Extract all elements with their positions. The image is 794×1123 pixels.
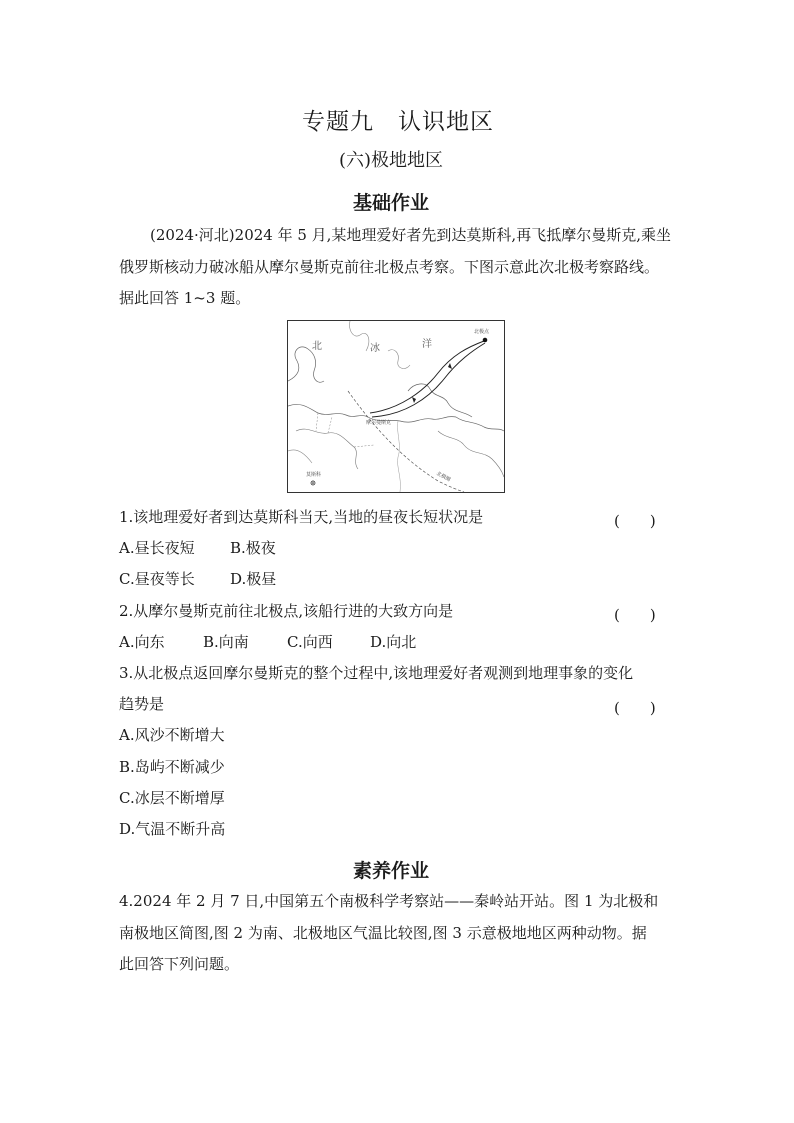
page-subtitle: (六)极地地区 bbox=[339, 150, 444, 171]
q3-option-b: B.岛屿不断减少 bbox=[119, 758, 225, 776]
intro-line-1: (2024·河北)2024 年 5 月,某地理爱好者先到达莫斯科,再飞抵摩尔曼斯克,乘坐 bbox=[150, 226, 671, 244]
q4-line-1: 4.2024 年 2 月 7 日,中国第五个南极科学考察站——秦岭站开站。图 1 为北极和 bbox=[119, 892, 659, 910]
q3-answer-paren: ( ) bbox=[614, 699, 656, 717]
q2-option-b: B.向南 bbox=[203, 633, 249, 651]
q4-line-2: 南极地区简图,图 2 为南、北极地区气温比较图,图 3 示意极地地区两种动物。据 bbox=[119, 924, 647, 942]
map-label-moscow: 莫斯科 bbox=[306, 472, 322, 478]
section-basic-heading: 基础作业 bbox=[353, 192, 430, 214]
q3-option-a: A.风沙不断增大 bbox=[119, 726, 225, 744]
section-quality-heading: 素养作业 bbox=[353, 860, 430, 882]
q1-answer-paren: ( ) bbox=[614, 512, 656, 530]
q1-stem: 1.该地理爱好者到达莫斯科当天,当地的昼夜长短状况是 bbox=[119, 508, 484, 526]
intro-line-2: 俄罗斯核动力破冰船从摩尔曼斯克前往北极点考察。下图示意此次北极考察路线。 bbox=[119, 258, 660, 276]
q3-stem-line-1: 3.从北极点返回摩尔曼斯克的整个过程中,该地理爱好者观测到地理事象的变化 bbox=[119, 664, 634, 682]
map-label-ocean-2: 冰 bbox=[370, 343, 380, 354]
map-label-ocean-3: 洋 bbox=[422, 339, 432, 350]
map-label-ocean-1: 北 bbox=[312, 341, 322, 352]
q4-line-3: 此回答下列问题。 bbox=[119, 955, 240, 973]
map-label-murmansk: 摩尔曼斯克 bbox=[366, 420, 392, 426]
q2-answer-paren: ( ) bbox=[614, 606, 656, 624]
q3-option-c: C.冰层不断增厚 bbox=[119, 789, 225, 807]
q3-stem-line-2: 趋势是 bbox=[119, 695, 165, 713]
q1-option-c: C.昼夜等长 bbox=[119, 570, 195, 588]
q2-option-c: C.向西 bbox=[287, 633, 333, 651]
q2-option-d: D.向北 bbox=[370, 633, 417, 651]
map-label-arctic-circle: 北极圈 bbox=[435, 470, 452, 484]
q3-option-d: D.气温不断升高 bbox=[119, 820, 226, 838]
q1-option-a: A.昼长夜短 bbox=[119, 539, 195, 557]
page-title: 专题九 认识地区 bbox=[302, 109, 494, 135]
q1-option-b: B.极夜 bbox=[230, 539, 276, 557]
q1-option-d: D.极昼 bbox=[230, 570, 277, 588]
arctic-route-map bbox=[287, 320, 505, 493]
intro-line-3: 据此回答 1~3 题。 bbox=[119, 289, 251, 307]
map-label-north-pole: 北极点 bbox=[474, 329, 490, 335]
q2-stem: 2.从摩尔曼斯克前往北极点,该船行进的大致方向是 bbox=[119, 602, 454, 620]
q2-option-a: A.向东 bbox=[119, 633, 165, 651]
